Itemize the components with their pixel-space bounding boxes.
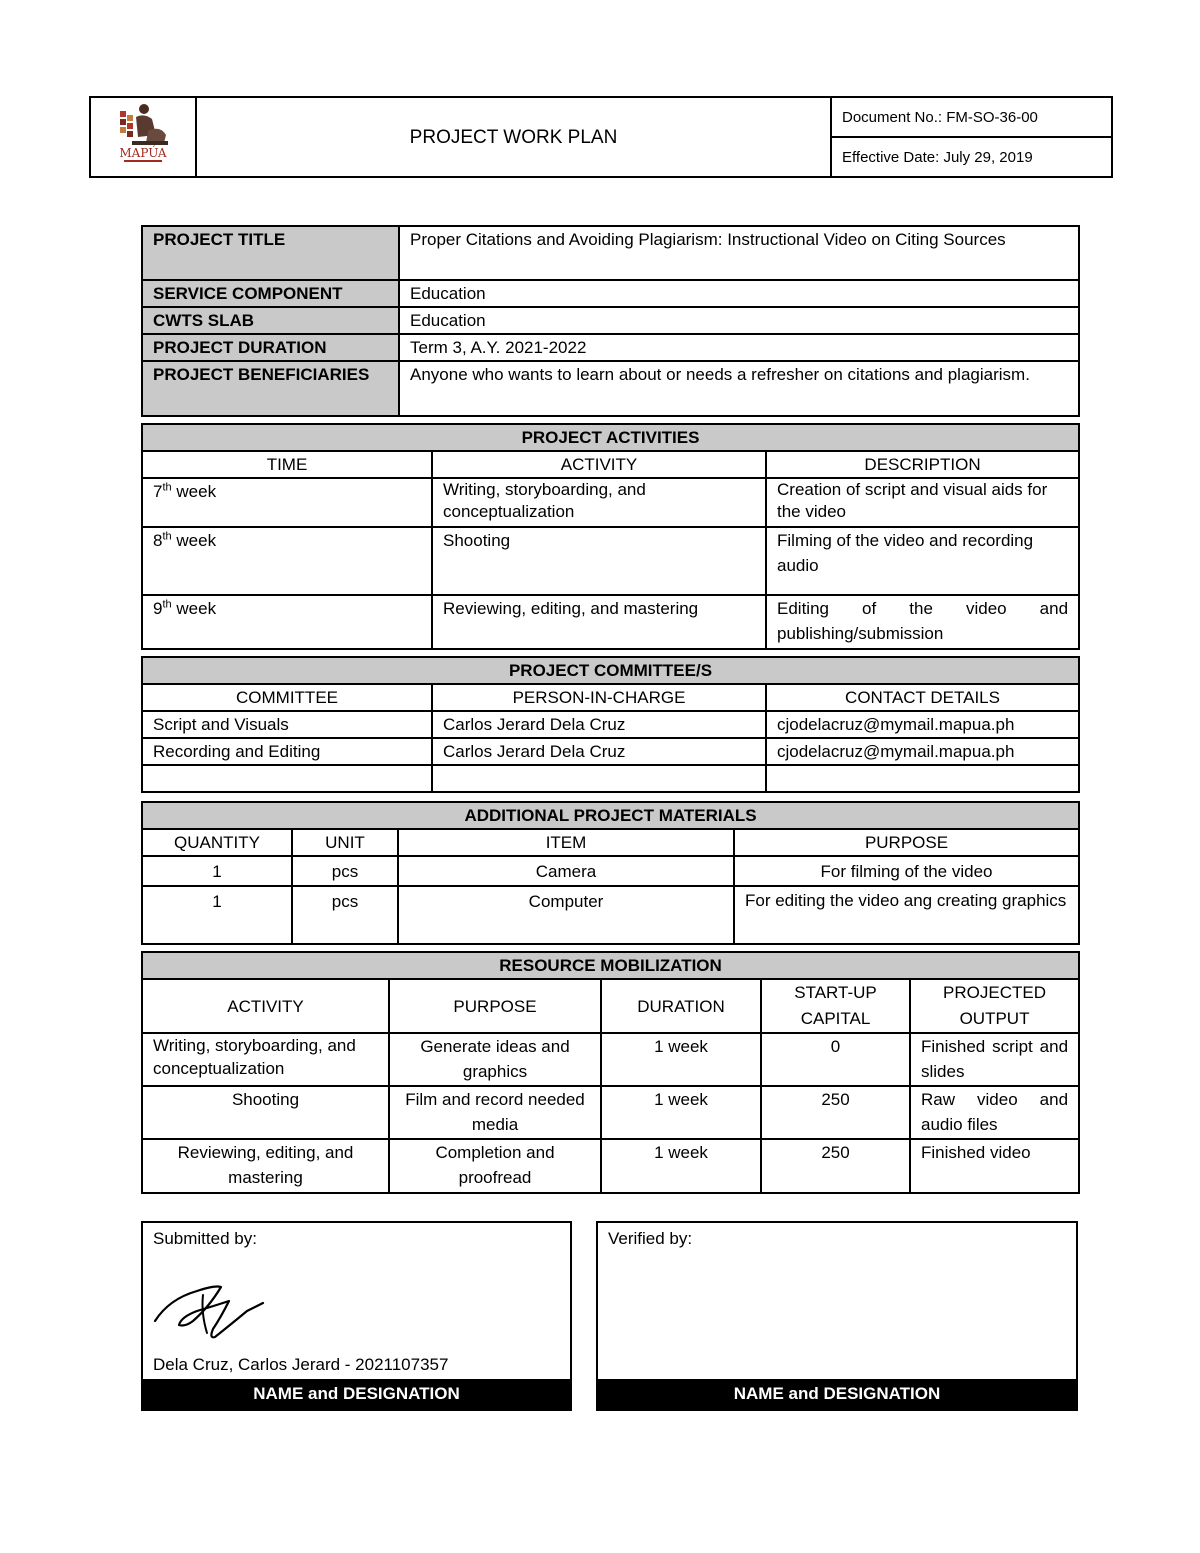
table-row (142, 856, 1079, 886)
description-cell: Filming of the video and recording audio (766, 527, 1079, 595)
description-cell: Creation of script and visual aids for the video (766, 478, 1079, 527)
section-title: PROJECT ACTIVITIES (142, 424, 1079, 451)
table-row (142, 711, 1079, 738)
purpose-cell: For editing the video ang creating graphics (734, 886, 1079, 944)
table-row (142, 527, 1079, 595)
section-title: RESOURCE MOBILIZATION (142, 952, 1079, 979)
column-header: PURPOSE (734, 829, 1079, 856)
column-header: UNIT (292, 829, 398, 856)
capital-cell: 250 (761, 1086, 910, 1139)
capital-cell: 250 (761, 1139, 910, 1193)
service-component-label: SERVICE COMPONENT (142, 280, 399, 307)
project-duration-value: Term 3, A.Y. 2021-2022 (399, 334, 1079, 361)
project-info-table (141, 225, 1080, 417)
column-header: PURPOSE (389, 979, 601, 1033)
item-cell: Computer (398, 886, 734, 944)
activity-cell: Shooting (432, 527, 766, 595)
empty-cell (142, 765, 432, 792)
submitted-by-name: Dela Cruz, Carlos Jerard - 2021107357 (153, 1355, 449, 1374)
unit-cell: pcs (292, 856, 398, 886)
column-header: ACTIVITY (142, 979, 389, 1033)
page-title: PROJECT WORK PLAN (196, 97, 831, 177)
time-cell: 7th week (142, 478, 432, 527)
section-title: PROJECT COMMITTEE/S (142, 657, 1079, 684)
document-header (89, 96, 1113, 178)
table-row (142, 1086, 1079, 1139)
column-header: COMMITTEE (142, 684, 432, 711)
designation-bar: NAME and DESIGNATION (143, 1379, 570, 1409)
output-cell: Finished script and slides (910, 1033, 1079, 1086)
submitted-by-label: Submitted by: (153, 1229, 257, 1248)
activity-cell: Reviewing, editing, and mastering (142, 1139, 389, 1193)
column-header: DURATION (601, 979, 761, 1033)
activity-cell: Writing, storyboarding, and conceptualization (142, 1033, 389, 1086)
unit-cell: pcs (292, 886, 398, 944)
column-header: ACTIVITY (432, 451, 766, 478)
column-header: QUANTITY (142, 829, 292, 856)
column-header: ITEM (398, 829, 734, 856)
purpose-cell: Film and record needed media (389, 1086, 601, 1139)
project-duration-label: PROJECT DURATION (142, 334, 399, 361)
empty-cell (766, 765, 1079, 792)
quantity-cell: 1 (142, 886, 292, 944)
signature-image (151, 1277, 267, 1347)
verified-by-box (596, 1221, 1078, 1411)
column-header: DESCRIPTION (766, 451, 1079, 478)
section-title: ADDITIONAL PROJECT MATERIALS (142, 802, 1079, 829)
quantity-cell: 1 (142, 856, 292, 886)
table-row (142, 886, 1079, 944)
duration-cell: 1 week (601, 1033, 761, 1086)
time-cell: 9th week (142, 595, 432, 649)
table-row (142, 595, 1079, 649)
project-beneficiaries-label: PROJECT BENEFICIARIES (142, 361, 399, 416)
submitted-by-box (141, 1221, 572, 1411)
project-title-value: Proper Citations and Avoiding Plagiarism: Instructional Video on Citing Sources (399, 226, 1079, 280)
purpose-cell: Completion and proofread (389, 1139, 601, 1193)
svg-text:MAPÚA: MAPÚA (119, 145, 167, 160)
cwts-slab-label: CWTS SLAB (142, 307, 399, 334)
time-cell: 8th week (142, 527, 432, 595)
empty-row (142, 765, 1079, 792)
empty-cell (432, 765, 766, 792)
mapua-logo (90, 97, 196, 177)
table-row (142, 1139, 1079, 1193)
committee-cell: Recording and Editing (142, 738, 432, 765)
purpose-cell: Generate ideas and graphics (389, 1033, 601, 1086)
column-header: PROJECTED OUTPUT (910, 979, 1079, 1033)
duration-cell: 1 week (601, 1086, 761, 1139)
cwts-slab-value: Education (399, 307, 1079, 334)
table-row (142, 478, 1079, 527)
table-row (142, 1033, 1079, 1086)
column-header: PERSON-IN-CHARGE (432, 684, 766, 711)
activity-cell: Writing, storyboarding, and conceptualization (432, 478, 766, 527)
resource-mobilization-table (141, 951, 1080, 1194)
effective-date: Effective Date: July 29, 2019 (831, 137, 1112, 177)
project-title-label: PROJECT TITLE (142, 226, 399, 280)
project-beneficiaries-value: Anyone who wants to learn about or needs a refresher on citations and plagiarism. (399, 361, 1079, 416)
service-component-value: Education (399, 280, 1079, 307)
duration-cell: 1 week (601, 1139, 761, 1193)
designation-bar: NAME and DESIGNATION (598, 1379, 1076, 1409)
additional-materials-table (141, 801, 1080, 945)
person-cell: Carlos Jerard Dela Cruz (432, 711, 766, 738)
committee-cell: Script and Visuals (142, 711, 432, 738)
project-activities-table (141, 423, 1080, 650)
contact-cell: cjodelacruz@mymail.mapua.ph (766, 711, 1079, 738)
table-row (142, 738, 1079, 765)
purpose-cell: For filming of the video (734, 856, 1079, 886)
verified-by-label: Verified by: (608, 1229, 693, 1248)
capital-cell: 0 (761, 1033, 910, 1086)
column-header: TIME (142, 451, 432, 478)
activity-cell: Shooting (142, 1086, 389, 1139)
output-cell: Finished video (910, 1139, 1079, 1193)
description-cell: Editing of the video and publishing/submission (766, 595, 1079, 649)
project-committee-table (141, 656, 1080, 793)
column-header: START-UP CAPITAL (761, 979, 910, 1033)
output-cell: Raw video and audio files (910, 1086, 1079, 1139)
document-number: Document No.: FM-SO-36-00 (831, 97, 1112, 137)
contact-cell: cjodelacruz@mymail.mapua.ph (766, 738, 1079, 765)
item-cell: Camera (398, 856, 734, 886)
column-header: CONTACT DETAILS (766, 684, 1079, 711)
activity-cell: Reviewing, editing, and mastering (432, 595, 766, 649)
person-cell: Carlos Jerard Dela Cruz (432, 738, 766, 765)
